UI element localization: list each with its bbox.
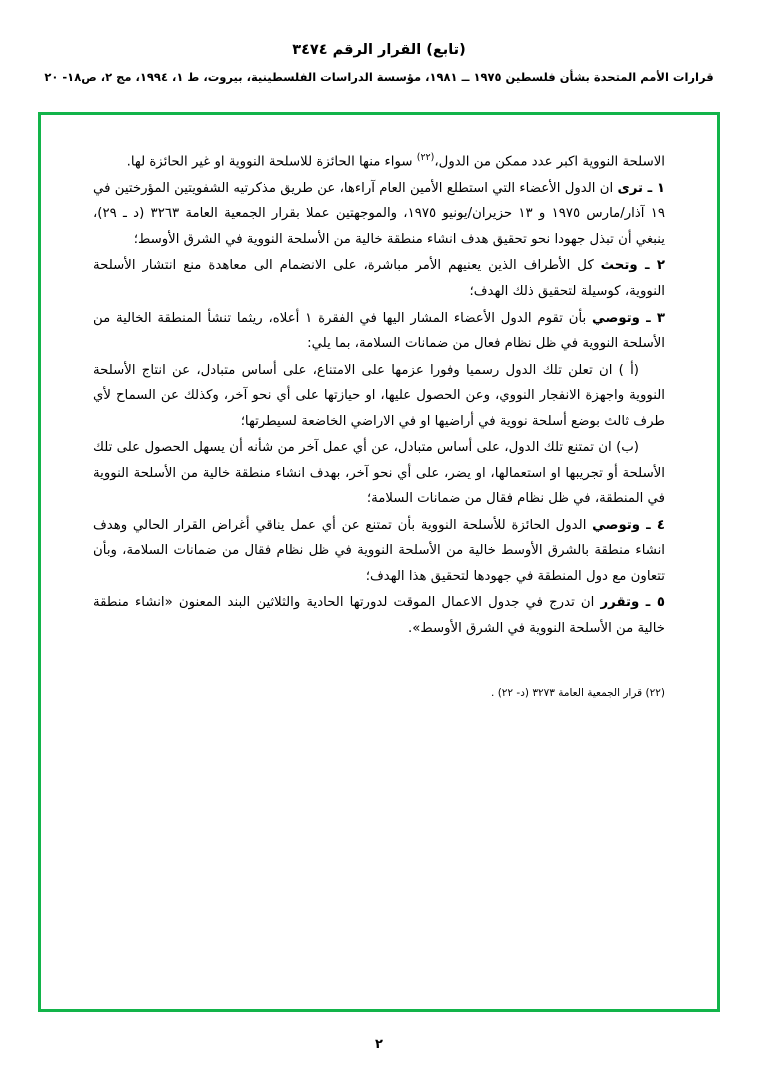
paragraph-text: الاسلحة النووية اكبر عدد ممكن من الدول، [434, 154, 665, 170]
paragraph-text: ان تدرج في جدول الاعمال الموقت لدورتها الحادية والثلاثين البند المعنون «انشاء منطقة خالية من الأسلحة النووية في الشرق الأوسط». [93, 595, 665, 636]
paragraph-lead: ١ ـ ترى [617, 180, 665, 196]
paragraph-lead: ٥ ـ وتقرر [600, 595, 665, 611]
footnote-marker: (٢٢) [416, 152, 435, 163]
page-header [0, 0, 758, 86]
paragraph-text: بأن تقوم الدول الأعضاء المشار اليها في الفقرة ١ أعلاه، ريثما تنشأ المنطقة الخالية من الأسلحة النووية في ظل نظام فعال من ضمانات السلامة، بما يلي: [93, 310, 665, 352]
paragraph-4 [93, 513, 665, 590]
paragraph-3 [93, 306, 665, 357]
paragraph-text: (أ ) ان تعلن تلك الدول رسميا وفورا عزمها على الامتناع، على أساس متبادل، عن انتاج الأسلحة النووية واجهزة الانفجار النووي، وعن الحصول عليها، او حيازتها على أي نحو آخر، وكذلك عن السماح لأي طرف ثالث بوضع أسلحة نووية في أراضيها او في الاراضي الخاضعة لسيطرتها؛ [93, 362, 665, 429]
paragraph-3-a [93, 358, 665, 435]
paragraph-text: كل الأطراف الذين يعنيهم الأمر مباشرة، على الانضمام الى معاهدة منع انتشار الأسلحة النووية، كوسيلة لتحقيق ذلك الهدف؛ [93, 258, 665, 299]
page-source-line: قرارات الأمم المتحدة بشأن فلسطين ١٩٧٥ ــ ١٩٨١، مؤسسة الدراسات الفلسطينية، بيروت، ط ١، ١٩٩٤، مج ٢، ص١٨- ٢٠ [44, 69, 714, 84]
footnote: (٢٢) قرار الجمعية العامة ٣٢٧٣ (د- ٢٢) . [491, 687, 665, 700]
page-title: (تابع) القرار الرقم ٣٤٧٤ [292, 42, 466, 58]
paragraph-lead: ٣ ـ وتوصي [592, 310, 665, 326]
paragraph-2 [93, 253, 665, 304]
paragraph-opening [93, 149, 665, 175]
document-body [41, 115, 717, 1009]
paragraph-3-b [93, 435, 665, 512]
page-number: ٢ [375, 1037, 383, 1052]
paragraph-lead: ٤ ـ وتوصي [592, 517, 665, 533]
paragraph-text: الدول الحائزة للأسلحة النووية بأن تمتنع عن أي عمل يناقي أغراض القرار الحالي وهدف انشاء منطقة بالشرق الأوسط خالية من الأسلحة النووية في ظل نظام فقال من ضمانات السلامة، وبأن تتعاون مع دول المنطقة في جهودها لتحقيق هذا الهدف؛ [93, 517, 665, 584]
paragraph-text: (ب) ان تمتنع تلك الدول، على أساس متبادل، عن أي عمل آخر من شأنه أن يسهل الحصول على تلك الأسلحة أو تجريبها او استعمالها، او يضر، على أي نحو آخر، بهدف انشاء منطقة خالية من الأسلحة النووية في المنطقة، في ظل نظام فقال من ضمانات السلامة؛ [93, 440, 665, 507]
paragraph-text: ان الدول الأعضاء التي استطلع الأمين العام آراءها، عن طريق مذكرتيه الشفويتين المؤرختين في ١٩ آذار/مارس ١٩٧٥ و ١٣ حزيران/يونيو ١٩٧٥، والموجهتين عملا بقرار الجمعية العامة ٣٢٦٣ (د ـ ٢٩)، ينبغي أن تبذل جهودا نحو تحقيق هدف انشاء منطقة خالية من الأسلحة النووية في الشرق الأوسط؛ [93, 180, 666, 247]
paragraph-5 [93, 590, 665, 641]
body-text-block [93, 149, 665, 702]
paragraph-1 [93, 176, 665, 253]
paragraph-text-after: سواء منها الحائزة للاسلحة النووية او غير الحائزة لها. [126, 154, 417, 170]
green-border-frame [38, 112, 720, 1012]
paragraph-lead: ٢ ـ وتحث [600, 258, 665, 274]
